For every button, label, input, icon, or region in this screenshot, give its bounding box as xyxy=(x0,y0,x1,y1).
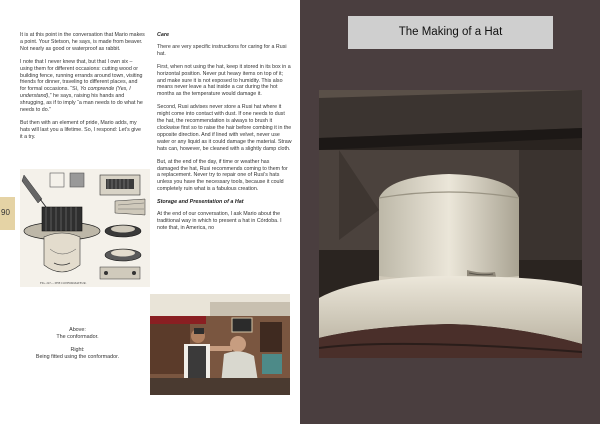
hat-photo xyxy=(319,90,582,358)
paragraph: But, at the end of the day, if time or weather has damaged the hat, Rusi recommends coming to them for a replacement. Never try to repair one of Rusi’s hats unless you have the necessary tools, because it could completely ruin what is a fabulous creation. xyxy=(157,158,288,193)
caption-line: Right: xyxy=(70,347,85,353)
paragraph: At the end of our conversation, I ask Mario about the traditional way in which to present a hat in Córdoba. I note that, in America, no xyxy=(157,211,282,231)
paragraph-text: I note that I never knew that, but that I own six – using them for different occasions: cutting wood or building fence, running errands around town, visiting friends for dinner, traveling to different places, and for formal occasions. “Sí, xyxy=(20,58,143,93)
paragraph: There are very specific instructions for caring for a Rusi hat. xyxy=(157,43,287,57)
italic-phrase: Yo comprende (Yes, I understand) xyxy=(20,86,131,100)
section-heading-storage: Storage and Presentation of a Hat xyxy=(157,199,244,206)
title-banner xyxy=(348,16,553,49)
fitting-photo xyxy=(150,294,290,395)
paragraph: Second, Rusi advises never store a Rusi hat where it might come into contact with dust. If one needs to dust the hat, the recommendation is always to brush it clockwise first so to raise the hair before combing it in the opposite direction. And if lined with velvet, never use water or any liquid as it could damage the material. Straw hats can, however, be cleaned with a slightly damp cloth. xyxy=(157,104,292,152)
section-heading-care: Care xyxy=(157,32,169,38)
caption-line: Above: xyxy=(69,327,86,333)
paragraph: It is at this point in the conversation that Mario makes a point. Your Stetson, he says, is made from beaver. Not nearly as good or waterproof as rabbit. xyxy=(20,32,145,52)
engraving-caption: FIG. 247.—THE CONFORMATEUR. xyxy=(40,281,87,285)
caption-right xyxy=(20,347,135,361)
paragraph-text: ,” he says, raising his hands and shrugging, as if to imply “a man needs to do what he needs to do.” xyxy=(20,93,143,114)
page-title: The Making of a Hat xyxy=(398,26,503,38)
text-column-left xyxy=(20,32,145,147)
paragraph: But then with an element of pride, Mario adds, my hats will last you a lifetime. So, I respond: Let’s give it a try. xyxy=(20,119,141,140)
page-number: 90 xyxy=(1,208,10,217)
caption-line: Being fitted using the conformador. xyxy=(35,354,120,360)
photo-caption xyxy=(20,327,135,367)
fitting-photo-image xyxy=(150,294,290,395)
caption-line: The conformador. xyxy=(56,334,99,340)
caption-above xyxy=(20,327,135,341)
conformador-engraving xyxy=(20,169,150,287)
hat-photo-image xyxy=(319,90,582,358)
engraving-illustration xyxy=(20,169,150,287)
paragraph xyxy=(20,59,145,114)
paragraph: First, when not using the hat, keep it stored in its box in a horizontal position. Never put heavy items on top of it; and make sure it is not exposed to humidity. This also means never leave a hat inside a car during the hot months as the temperature would damage it. xyxy=(157,63,291,98)
text-column-right xyxy=(157,32,292,238)
